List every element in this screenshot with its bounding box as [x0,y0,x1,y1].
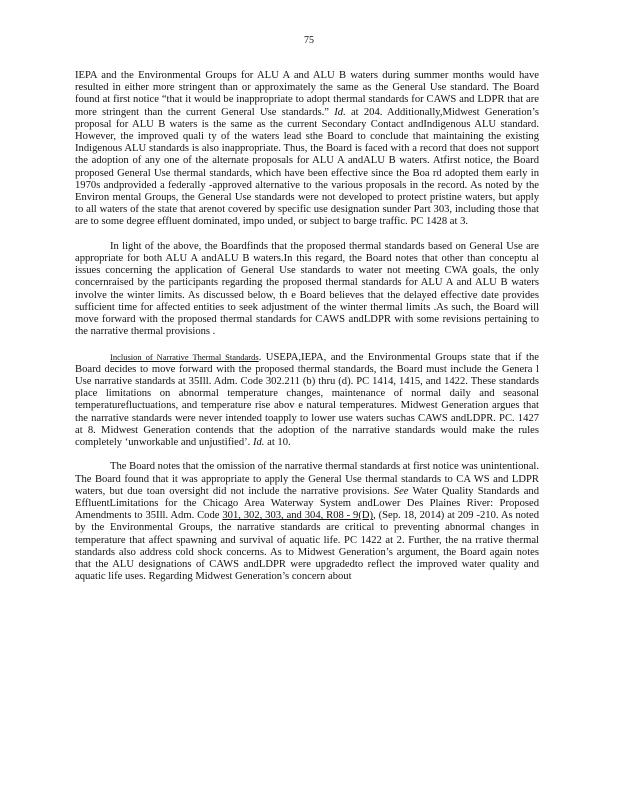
section-heading-narrative-thermal-standards: Inclusion of Narrative Thermal Standards [110,351,259,362]
paragraph-1 [75,70,539,229]
page-number: 75 [304,35,314,46]
paragraph-4-see-signal: See [393,485,409,497]
paragraph-4-text-b: Water Quality Standards and EffluentLimitations for the Chicago Area Waterway System andLower Des Plaines River: Proposed Amendments to 35Ill. Adm. Code [75,485,540,522]
paragraph-1-text-b: at 204. Additionally,Midwest Generation’s proposal for ALU B waters is the same as the current Secondary Contact andIndigenous ALU standard. However, the improved quali ty of the waters lead sthe Board to conclude that maintaining the existing Indigenous ALU standards is also inappropriate. Thus, the Board is faced with a record that does not support the adoption of any one of the alternate proposals for ALU A andALU B waters. Atfirst notice, the Board proposed General Use thermal standards, which have been effective since the Boa rd adopted them early in 1970s andprovided a federally -approved alternative to the various proposals in the record. As noted by the Environ mental Groups, the General Use standards were not developed to protect pristine waters, but apply to all waters of the state that arenot covered by specific use designation sunder Part 303, including those that are to some degree effluent dominated, impo unded, or subject to barge traffic. PC 1428 at 3. [75,106,539,228]
paragraph-2-text: In light of the above, the Boardfinds that the proposed thermal standards based on General Use are appropriate for both ALU A andALU B waters.In this regard, the Board notes that other than conceptu al issues concerning the application of General Use standards to water not meeting CWA goals, the only concernraised by the participants regarding the proposed thermal standards for ALU A and ALU B waters involve the winter limits. As discussed below, th e Board believes that the delayed effective date provides sufficient time for affected entities to seek adjustment of the winter thermal limits .As such, the Board will move forward with the proposed thermal standards for CAWS andLDPR with some revisions pertaining to the narrative thermal provisions . [75,240,539,338]
paragraph-3-text-a: . USEPA,IEPA, and the Environmental Groups state that if the Board decides to move forward with the proposed thermal standards, the Board must include the Genera l Use narrative standards at 35Ill. Adm. Code 302.211 (b) thru (d). PC 1414, 1415, and 1422. These standards place limitations on abnormal temperature changes, maintenance of normal daily and seasonal temperaturefluctuations, and temperature rise abov e natural temperatures. Midwest Generation argues that the narrative standards were never intended toapply to lower use waters suchas CAWS andLDPR. PC. 1427 at 8. Midwest Generation contends that the adoption of the narrative standards would make the rules completely ‘unworkable and unjustified’. [75,351,540,449]
paragraph-4-text-c: , (Sep. 18, 2014) at 209 -210. As noted by the Environmental Groups, the narrative standards are critical to preventing abnormal changes in temperature that affect spawning and survival of aquatic life. PC 1422 at 2. Further, the na rrative thermal standards also address cold shock concerns. As to Midwest Generation’s argument, the Board again notes that the ALU designations of CAWS andLDPR were upgradedto reflect the improved water quality and aquatic life uses. Regarding Midwest Generation’s concern about [75,510,539,583]
paragraph-2 [75,241,539,339]
paragraph-4-docket-reference: 301, 302, 303, and 304, R08 - 9(D) [222,510,374,522]
paragraph-3-text-b: at 10. [264,437,291,449]
document-body [75,70,539,596]
paragraph-3-citation-id: Id. [252,437,265,449]
paragraph-4 [75,461,539,583]
paragraph-1-citation-id: Id. [334,106,346,118]
paragraph-4-text-a: The Board notes that the omission of the narrative thermal standards at first notice was unintentional. The Board found that it was appropriate to apply the General Use thermal standards to CA WS and LDPR waters, but due toan oversight did not include the narrative provisions. [75,461,539,497]
paragraph-1-text-a: IEPA and the Environmental Groups for ALU A and ALU B waters during summer months would have resulted in either more stringent than or approximately the same as the General Use standard. The Board found at first notice “that it would be inappropriate to adopt thermal standards for CAWS and LDPR that are more stringent than the current General Use standards.” [75,70,539,118]
paragraph-3 [75,351,539,450]
